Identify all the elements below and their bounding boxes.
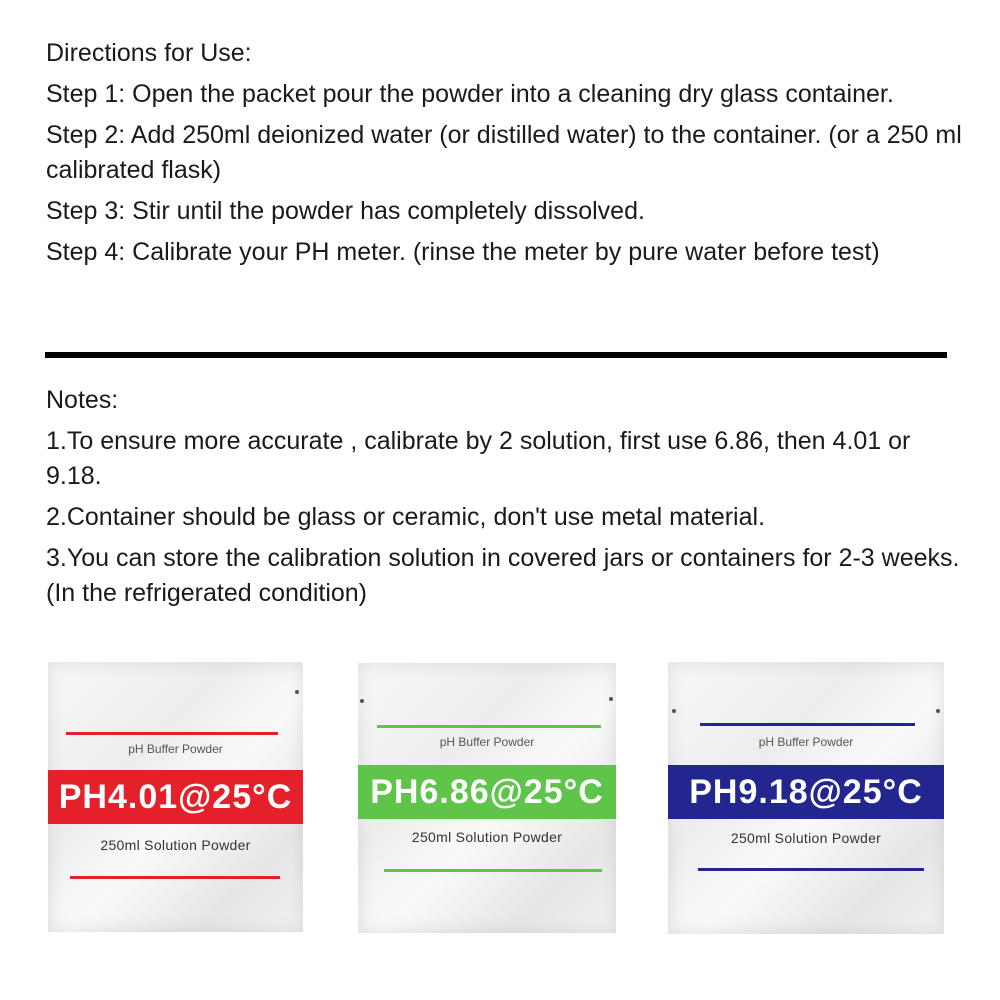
packet-top-rule — [700, 723, 915, 726]
packet-top-rule — [377, 725, 601, 728]
section-divider — [45, 352, 947, 358]
note-item-3: 3.You can store the calibration solution in covered jars or containers for 2-3 weeks. (In the refrigerated condition) — [46, 544, 960, 607]
packet-title: pH Buffer Powder — [758, 735, 854, 749]
direction-step-4: Step 4: Calibrate your PH meter. (rinse the meter by pure water before test) — [46, 238, 880, 266]
packet-bottom-rule — [384, 869, 602, 872]
packet-top-rule — [66, 732, 278, 735]
directions-section — [46, 36, 966, 276]
buffer-packet-ph918 — [668, 662, 944, 934]
direction-step-1: Step 1: Open the packet pour the powder into a cleaning dry glass container. — [46, 80, 894, 108]
packet-bottom-rule — [698, 868, 924, 871]
corner-notch-icon — [936, 709, 940, 713]
packet-subtitle: 250ml Solution Powder — [100, 837, 251, 853]
packet-title: pH Buffer Powder — [439, 735, 535, 749]
corner-notch-icon — [609, 697, 613, 701]
note-item-1: 1.To ensure more accurate , calibrate by 2 solution, first use 6.86, then 4.01 or 9.18. — [46, 427, 911, 490]
packet-subtitle: 250ml Solution Powder — [411, 829, 563, 845]
corner-notch-icon — [672, 709, 676, 713]
buffer-packet-ph401 — [48, 662, 303, 932]
direction-step-3: Step 3: Stir until the powder has completely dissolved. — [46, 197, 645, 225]
packet-bottom-rule — [70, 876, 280, 879]
note-item-2: 2.Container should be glass or ceramic, don't use metal material. — [46, 503, 766, 531]
buffer-packet-ph686 — [358, 663, 616, 933]
packet-title: pH Buffer Powder — [128, 742, 223, 756]
corner-notch-icon — [295, 690, 299, 694]
notes-heading: Notes: — [46, 386, 119, 414]
packet-ph-label: PH6.86@25°C — [358, 765, 616, 819]
corner-notch-icon — [360, 699, 364, 703]
notes-section — [46, 383, 966, 617]
packet-ph-label: PH4.01@25°C — [48, 770, 303, 824]
direction-step-2: Step 2: Add 250ml deionized water (or distilled water) to the container. (or a 250 ml calibrated flask) — [46, 121, 962, 184]
packet-subtitle: 250ml Solution Powder — [730, 830, 882, 846]
directions-heading: Directions for Use: — [46, 39, 252, 67]
packet-ph-label: PH9.18@25°C — [668, 765, 944, 819]
